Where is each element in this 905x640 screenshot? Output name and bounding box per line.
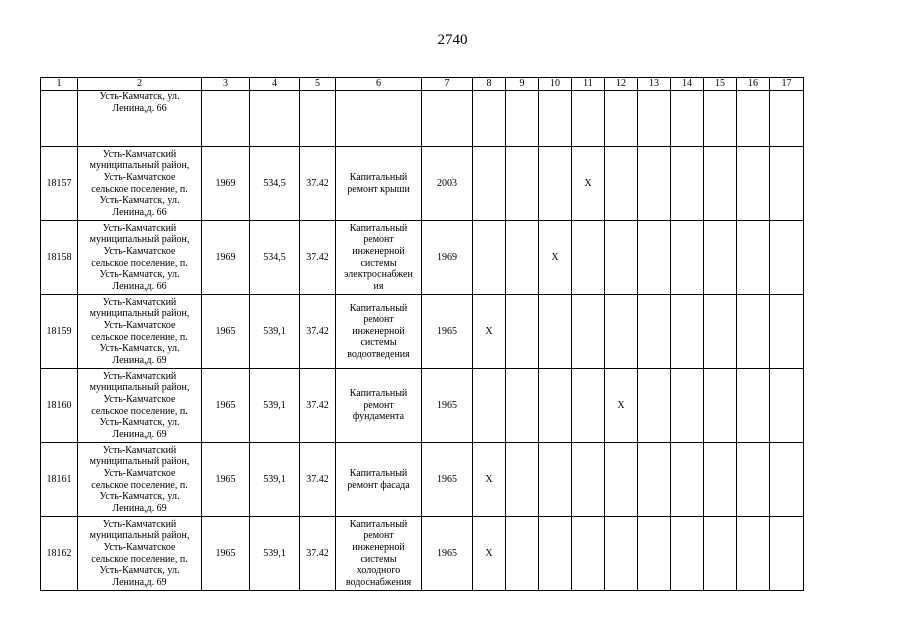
cell-mark <box>572 295 605 369</box>
cell-mark <box>638 517 671 591</box>
column-number-row <box>41 78 804 91</box>
cell-mark <box>572 369 605 443</box>
address-line: Усть-Камчатский <box>102 444 177 456</box>
cell-mark <box>638 295 671 369</box>
address-line: Усть-Камчатский <box>102 370 177 382</box>
address-line: Усть-Камчатск, ул. <box>99 491 180 503</box>
column-header: 9 <box>506 78 539 91</box>
address-line: муниципальный район, <box>89 382 190 394</box>
address-line: муниципальный район, <box>89 234 190 246</box>
cell-mark <box>770 369 804 443</box>
cell-mark <box>473 369 506 443</box>
address-line: Ленина,д. 69 <box>112 354 167 366</box>
cell-area: 539,1 <box>250 517 300 591</box>
cell-mark: X <box>605 369 638 443</box>
cell-work-year: 2003 <box>422 147 473 221</box>
work-line: Капитальный <box>349 467 408 479</box>
address-line: Ленина,д. 66 <box>112 280 167 292</box>
cell-mark <box>506 295 539 369</box>
work-line: системы <box>360 257 397 269</box>
column-header: 2 <box>78 78 202 91</box>
address-line: Усть-Камчатское <box>103 171 176 183</box>
address-line: муниципальный район, <box>89 160 190 172</box>
cell-mark <box>473 221 506 295</box>
column-header: 8 <box>473 78 506 91</box>
cell-id: 18162 <box>41 517 78 591</box>
cell-year: 1965 <box>202 517 250 591</box>
address-line: Усть-Камчатское <box>103 245 176 257</box>
cell-work <box>336 91 422 147</box>
page-number: 2740 <box>437 32 468 48</box>
cell-mark <box>704 443 737 517</box>
address-line: сельское поселение, п. <box>91 183 188 195</box>
cell-area: 534,5 <box>250 221 300 295</box>
cell-mark <box>572 221 605 295</box>
cell-mark <box>770 91 804 147</box>
cell-mark: X <box>539 221 572 295</box>
address-line: Ленина,д. 69 <box>112 576 167 588</box>
cell-rate: 37.42 <box>300 369 336 443</box>
cell-address <box>78 369 202 443</box>
address-line: муниципальный район, <box>89 308 190 320</box>
cell-mark <box>572 443 605 517</box>
column-header: 4 <box>250 78 300 91</box>
cell-work <box>336 443 422 517</box>
work-line: водоснабжения <box>345 576 412 588</box>
cell-work-year: 1969 <box>422 221 473 295</box>
cell-address <box>78 221 202 295</box>
cell-year: 1969 <box>202 147 250 221</box>
table-row <box>41 295 804 369</box>
cell-mark <box>737 147 770 221</box>
cell-mark <box>671 147 704 221</box>
cell-id: 18157 <box>41 147 78 221</box>
work-line: фундамента <box>352 411 405 423</box>
cell-year: 1965 <box>202 295 250 369</box>
column-header: 13 <box>638 78 671 91</box>
address-line: сельское поселение, п. <box>91 553 188 565</box>
cell-id: 18161 <box>41 443 78 517</box>
cell-work-year: 1965 <box>422 295 473 369</box>
cell-mark <box>539 295 572 369</box>
cell-mark <box>770 443 804 517</box>
address-line: Усть-Камчатский <box>102 222 177 234</box>
cell-mark <box>704 369 737 443</box>
cell-work <box>336 369 422 443</box>
cell-area: 539,1 <box>250 369 300 443</box>
address-line: сельское поселение, п. <box>91 479 188 491</box>
cell-mark <box>605 517 638 591</box>
cell-mark <box>539 369 572 443</box>
cell-mark <box>638 369 671 443</box>
table-body <box>41 78 804 591</box>
work-line: инженерной <box>352 325 405 337</box>
cell-mark <box>473 147 506 221</box>
cell-mark <box>605 295 638 369</box>
cell-mark <box>506 443 539 517</box>
cell-mark <box>638 147 671 221</box>
cell-mark <box>539 91 572 147</box>
cell-rate: 37.42 <box>300 517 336 591</box>
work-line: электроснабжен <box>344 269 413 281</box>
cell-year: 1965 <box>202 369 250 443</box>
cell-mark <box>506 221 539 295</box>
address-line: Усть-Камчатское <box>103 467 176 479</box>
work-line: системы <box>360 553 397 565</box>
cell-mark <box>605 221 638 295</box>
address-line: Усть-Камчатск, ул. <box>99 195 180 207</box>
column-header: 5 <box>300 78 336 91</box>
cell-mark <box>704 295 737 369</box>
work-line: ремонт <box>363 234 394 246</box>
column-header: 7 <box>422 78 473 91</box>
address-line: сельское поселение, п. <box>91 257 188 269</box>
cell-mark <box>605 91 638 147</box>
cell-id: 18158 <box>41 221 78 295</box>
cell-work-year: 1965 <box>422 369 473 443</box>
cell-work-year: 1965 <box>422 443 473 517</box>
cell-work <box>336 517 422 591</box>
work-line: Капитальный <box>349 388 408 400</box>
cell-year: 1969 <box>202 221 250 295</box>
cell-mark <box>704 91 737 147</box>
cell-rate: 37.42 <box>300 221 336 295</box>
cell-mark <box>737 295 770 369</box>
cell-address <box>78 517 202 591</box>
column-header: 17 <box>770 78 804 91</box>
cell-mark <box>506 517 539 591</box>
cell-address <box>78 295 202 369</box>
cell-mark <box>638 91 671 147</box>
registry-table <box>40 77 804 591</box>
cell-mark <box>539 443 572 517</box>
cell-mark <box>671 91 704 147</box>
cell-address <box>78 91 202 147</box>
cell-mark <box>671 517 704 591</box>
address-line: Ленина,д. 69 <box>112 428 167 440</box>
work-line: ремонт крыши <box>347 183 410 195</box>
cell-mark <box>671 443 704 517</box>
cell-mark <box>473 91 506 147</box>
column-header: 3 <box>202 78 250 91</box>
cell-area: 539,1 <box>250 295 300 369</box>
cell-mark <box>737 443 770 517</box>
cell-work <box>336 221 422 295</box>
address-line: Усть-Камчатский <box>102 296 177 308</box>
table-row <box>41 369 804 443</box>
cell-mark <box>737 91 770 147</box>
cell-mark <box>605 443 638 517</box>
work-line: водоотведения <box>347 348 410 360</box>
cell-mark <box>770 147 804 221</box>
cell-mark <box>737 369 770 443</box>
cell-mark <box>737 517 770 591</box>
cell-mark <box>539 517 572 591</box>
work-line: ия <box>373 280 384 292</box>
cell-mark <box>506 147 539 221</box>
table-row <box>41 147 804 221</box>
cell-mark: X <box>572 147 605 221</box>
cell-work-year: 1965 <box>422 517 473 591</box>
cell-mark <box>704 221 737 295</box>
address-line: Усть-Камчатский <box>102 518 177 530</box>
cell-mark <box>737 221 770 295</box>
table-row <box>41 221 804 295</box>
cell-mark: X <box>473 443 506 517</box>
cell-mark <box>671 221 704 295</box>
cell-mark <box>605 147 638 221</box>
address-line: Усть-Камчатское <box>103 319 176 331</box>
continued-row <box>41 91 804 147</box>
work-line: Капитальный <box>349 222 408 234</box>
address-line: Усть-Камчатский <box>102 148 177 160</box>
address-line: Усть-Камчатское <box>103 393 176 405</box>
cell-id <box>41 91 78 147</box>
column-header: 6 <box>336 78 422 91</box>
address-line: Усть-Камчатское <box>103 541 176 553</box>
cell-mark <box>671 295 704 369</box>
address-line: сельское поселение, п. <box>91 331 188 343</box>
cell-mark <box>539 147 572 221</box>
cell-area: 539,1 <box>250 443 300 517</box>
cell-mark: X <box>473 517 506 591</box>
cell-mark <box>770 517 804 591</box>
work-line: Капитальный <box>349 171 408 183</box>
work-line: Капитальный <box>349 518 408 530</box>
column-header: 14 <box>671 78 704 91</box>
table-row <box>41 443 804 517</box>
cell-mark <box>506 369 539 443</box>
cell-work <box>336 147 422 221</box>
cell-mark <box>770 221 804 295</box>
table-row <box>41 517 804 591</box>
cell-rate: 37.42 <box>300 295 336 369</box>
cell-mark: X <box>473 295 506 369</box>
cell-mark <box>704 517 737 591</box>
column-header: 11 <box>572 78 605 91</box>
cell-area: 534,5 <box>250 147 300 221</box>
address-line: Усть-Камчатск, ул. <box>99 565 180 577</box>
cell-rate: 37.42 <box>300 147 336 221</box>
cell-mark <box>638 443 671 517</box>
address-line: Ленина,д. 66 <box>112 206 167 218</box>
column-header: 12 <box>605 78 638 91</box>
work-line: Капитальный <box>349 302 408 314</box>
cell-mark <box>638 221 671 295</box>
address-line: Усть-Камчатск, ул. <box>99 91 180 102</box>
work-line: инженерной <box>352 245 405 257</box>
column-header: 16 <box>737 78 770 91</box>
column-header: 1 <box>41 78 78 91</box>
column-header: 15 <box>704 78 737 91</box>
cell-area <box>250 91 300 147</box>
cell-address <box>78 443 202 517</box>
address-line: Усть-Камчатск, ул. <box>99 343 180 355</box>
address-line: сельское поселение, п. <box>91 405 188 417</box>
work-line: инженерной <box>352 541 405 553</box>
cell-address <box>78 147 202 221</box>
cell-work <box>336 295 422 369</box>
cell-rate: 37.42 <box>300 443 336 517</box>
cell-id: 18159 <box>41 295 78 369</box>
cell-mark <box>506 91 539 147</box>
work-line: холодного <box>356 565 401 577</box>
column-header: 10 <box>539 78 572 91</box>
work-line: ремонт <box>363 399 394 411</box>
cell-rate <box>300 91 336 147</box>
work-line: системы <box>360 337 397 349</box>
address-line: Усть-Камчатск, ул. <box>99 417 180 429</box>
cell-year <box>202 91 250 147</box>
work-line: ремонт <box>363 314 394 326</box>
cell-work-year <box>422 91 473 147</box>
cell-year: 1965 <box>202 443 250 517</box>
work-line: ремонт фасада <box>347 479 410 491</box>
cell-mark <box>572 517 605 591</box>
address-line: Ленина,д. 69 <box>112 502 167 514</box>
address-line: Усть-Камчатск, ул. <box>99 269 180 281</box>
work-line: ремонт <box>363 530 394 542</box>
cell-mark <box>704 147 737 221</box>
address-line: муниципальный район, <box>89 456 190 468</box>
cell-mark <box>671 369 704 443</box>
cell-mark <box>572 91 605 147</box>
address-line: Ленина,д. 66 <box>112 102 167 114</box>
address-line: муниципальный район, <box>89 530 190 542</box>
cell-id: 18160 <box>41 369 78 443</box>
cell-mark <box>770 295 804 369</box>
